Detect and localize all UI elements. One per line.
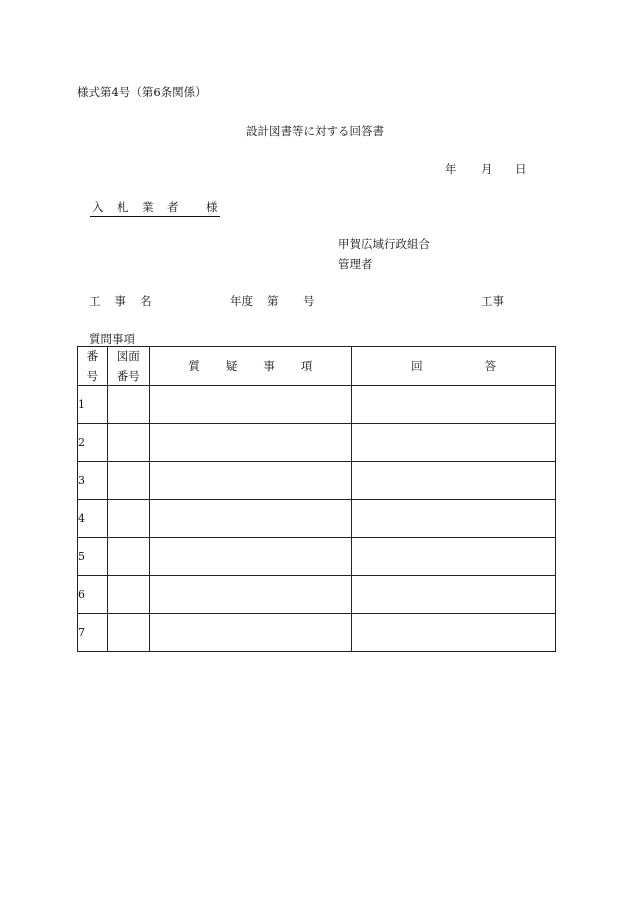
qa-table <box>77 346 556 652</box>
row-number: 7 <box>78 614 108 652</box>
question-cell[interactable] <box>149 538 352 576</box>
row-number: 6 <box>78 576 108 614</box>
project-name-label <box>89 293 152 309</box>
header-drawing-line: 図面 <box>116 349 140 363</box>
header-answer-char: 答 <box>484 359 497 373</box>
header-question-char: 項 <box>300 359 313 373</box>
project-label-char: 工 <box>89 294 101 308</box>
header-question-char: 質 <box>188 359 200 373</box>
answer-cell[interactable] <box>352 538 556 576</box>
table-row <box>78 500 556 538</box>
recipient-char: 入 <box>92 200 104 214</box>
answer-cell[interactable] <box>352 576 556 614</box>
header-number <box>78 347 108 386</box>
number-prefix: 第 <box>267 294 279 308</box>
recipient-char: 者 <box>167 200 179 214</box>
header-number-line: 号 <box>86 369 99 383</box>
question-cell[interactable] <box>149 462 352 500</box>
table-header-row <box>78 347 556 386</box>
project-suffix: 工事 <box>481 294 504 308</box>
drawing-number-cell[interactable] <box>107 538 149 576</box>
recipient-line <box>90 199 220 217</box>
header-drawing-number <box>107 347 149 386</box>
header-question <box>149 347 352 386</box>
header-answer <box>352 347 556 386</box>
table-row <box>78 614 556 652</box>
form-number: 様式第4号（第6条関係） <box>77 85 207 99</box>
row-number: 4 <box>78 500 108 538</box>
fiscal-year-label: 年度 <box>230 294 253 308</box>
sender-title: 管理者 <box>338 257 373 271</box>
drawing-number-cell[interactable] <box>107 386 149 424</box>
answer-cell[interactable] <box>352 462 556 500</box>
sender-organization: 甲賀広域行政組合 <box>338 237 430 251</box>
drawing-number-cell[interactable] <box>107 614 149 652</box>
row-number: 3 <box>78 462 108 500</box>
header-number-line: 番 <box>86 349 99 363</box>
recipient-char: 業 <box>142 200 154 214</box>
date-year-label: 年 <box>445 162 457 176</box>
drawing-number-cell[interactable] <box>107 462 149 500</box>
project-label-char: 事 <box>114 294 126 308</box>
question-cell[interactable] <box>149 576 352 614</box>
project-label-char: 名 <box>140 294 152 308</box>
question-cell[interactable] <box>149 424 352 462</box>
section-title: 質問事項 <box>89 332 135 346</box>
header-question-char: 疑 <box>225 359 238 373</box>
answer-cell[interactable] <box>352 614 556 652</box>
header-question-char: 事 <box>263 359 275 373</box>
question-cell[interactable] <box>149 500 352 538</box>
table-row <box>78 576 556 614</box>
drawing-number-cell[interactable] <box>107 500 149 538</box>
table-row <box>78 462 556 500</box>
row-number: 1 <box>78 386 108 424</box>
date-day-label: 日 <box>515 162 527 176</box>
table-row <box>78 538 556 576</box>
date-month-label: 月 <box>481 162 493 176</box>
question-cell[interactable] <box>149 386 352 424</box>
drawing-number-cell[interactable] <box>107 424 149 462</box>
recipient-honorific: 様 <box>206 200 218 214</box>
recipient-char: 札 <box>117 200 129 214</box>
number-suffix: 号 <box>303 294 315 308</box>
answer-cell[interactable] <box>352 500 556 538</box>
row-number: 5 <box>78 538 108 576</box>
drawing-number-cell[interactable] <box>107 576 149 614</box>
answer-cell[interactable] <box>352 424 556 462</box>
answer-cell[interactable] <box>352 386 556 424</box>
question-cell[interactable] <box>149 614 352 652</box>
row-number: 2 <box>78 424 108 462</box>
table-row <box>78 424 556 462</box>
header-drawing-line: 番号 <box>116 369 140 383</box>
table-row <box>78 386 556 424</box>
header-answer-char: 回 <box>411 359 423 373</box>
document-title: 設計図書等に対する回答書 <box>246 124 384 138</box>
